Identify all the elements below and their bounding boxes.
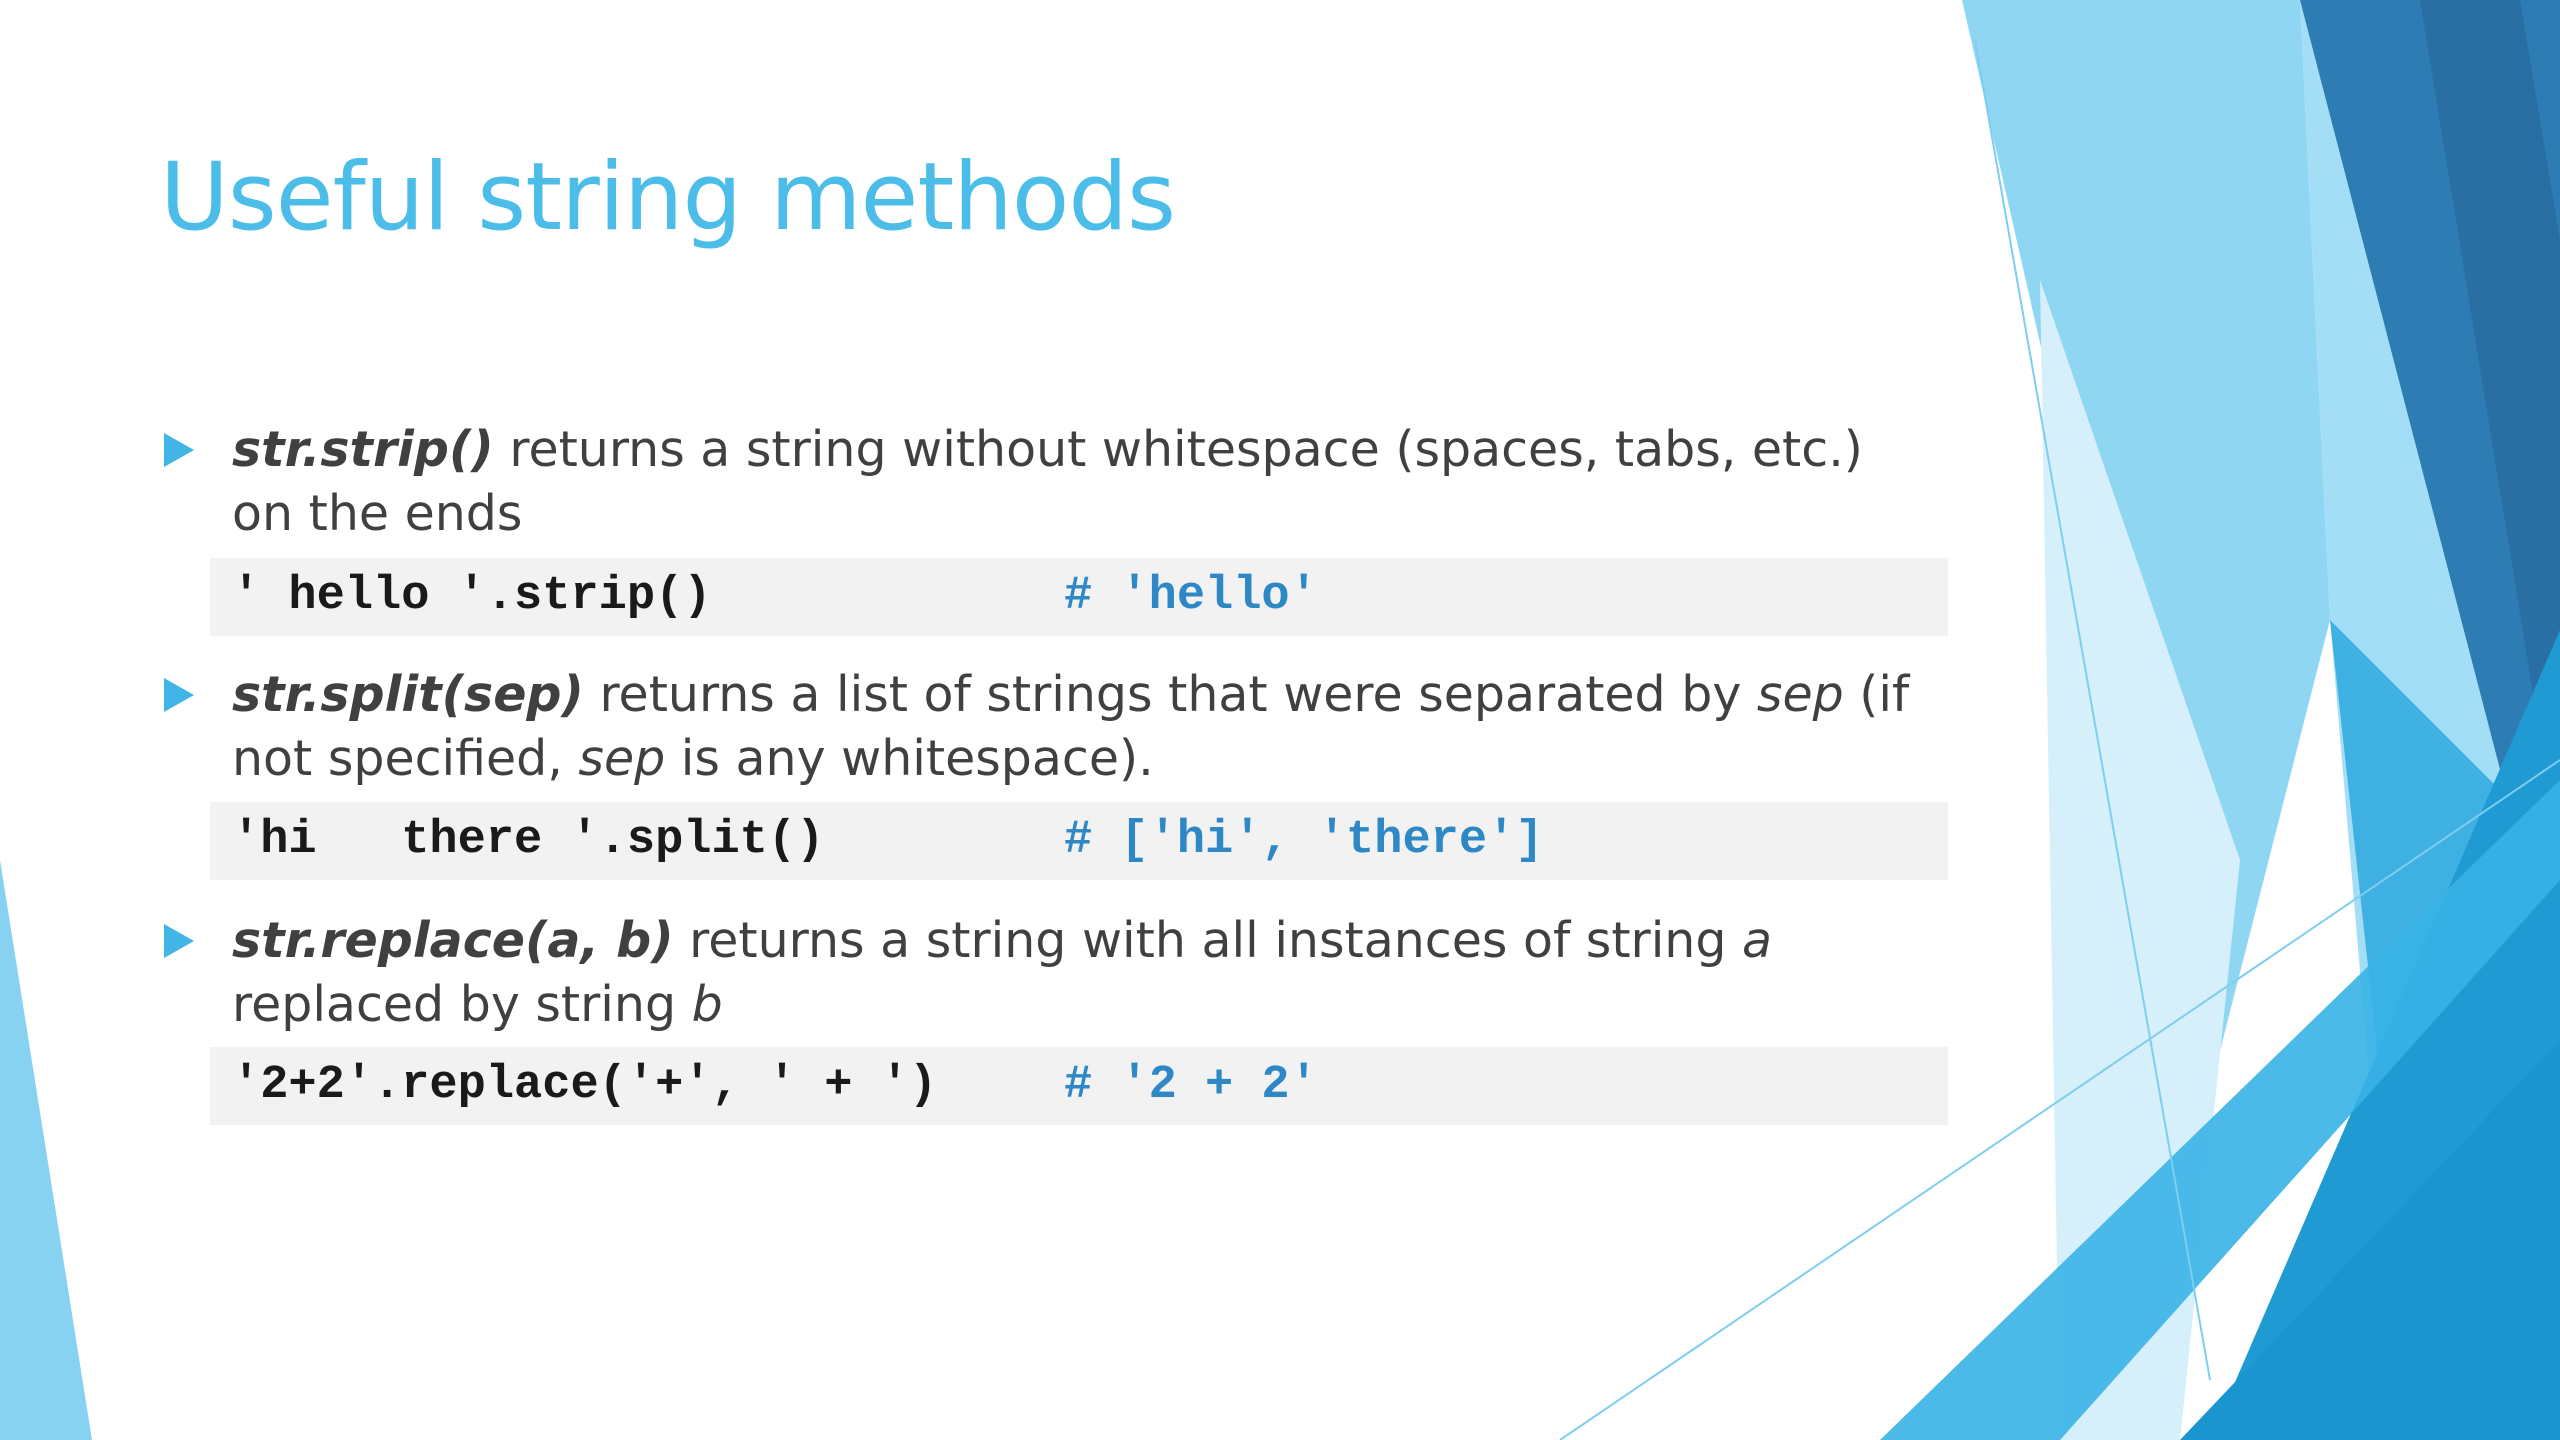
bullet-text-replace — [232, 909, 1922, 1037]
parameter-name: sep — [1756, 666, 1844, 723]
description-text: returns a list of strings that were separated by — [583, 666, 1757, 723]
code-example-replace — [210, 1047, 1948, 1125]
bullet-arrow-icon — [164, 433, 194, 467]
code-snippet: '2+2'.replace('+', ' + ') — [232, 1059, 938, 1112]
bullet-text-strip — [232, 418, 1922, 546]
code-snippet: ' hello '.strip() — [232, 570, 712, 623]
description-text: is any whitespace). — [665, 730, 1154, 787]
code-comment: # ['hi', 'there'] — [1064, 814, 1544, 867]
bullet-arrow-icon — [164, 678, 194, 712]
description-text: returns a string without whitespace (spaces, tabs, etc.) on the ends — [232, 421, 1863, 542]
bullet-text-split — [232, 663, 1922, 791]
code-comment: # '2 + 2' — [1064, 1059, 1318, 1112]
method-name: str.replace(a, b) — [232, 912, 674, 969]
code-comment: # 'hello' — [1064, 570, 1318, 623]
description-text: (if not specified, — [232, 666, 1910, 787]
description-text: returns a string with all instances of string — [673, 912, 1743, 969]
slide-title: Useful string methods — [160, 143, 1175, 252]
parameter-name: b — [691, 976, 723, 1033]
parameter-name: sep — [578, 730, 666, 787]
parameter-name: a — [1742, 912, 1773, 969]
method-name: str.split(sep) — [232, 666, 584, 723]
code-example-strip — [210, 558, 1948, 636]
description-text: replaced by string — [232, 976, 692, 1033]
code-snippet: 'hi there '.split() — [232, 814, 825, 867]
code-example-split — [210, 802, 1948, 880]
method-name: str.strip() — [232, 421, 494, 478]
bullet-arrow-icon — [164, 924, 194, 958]
